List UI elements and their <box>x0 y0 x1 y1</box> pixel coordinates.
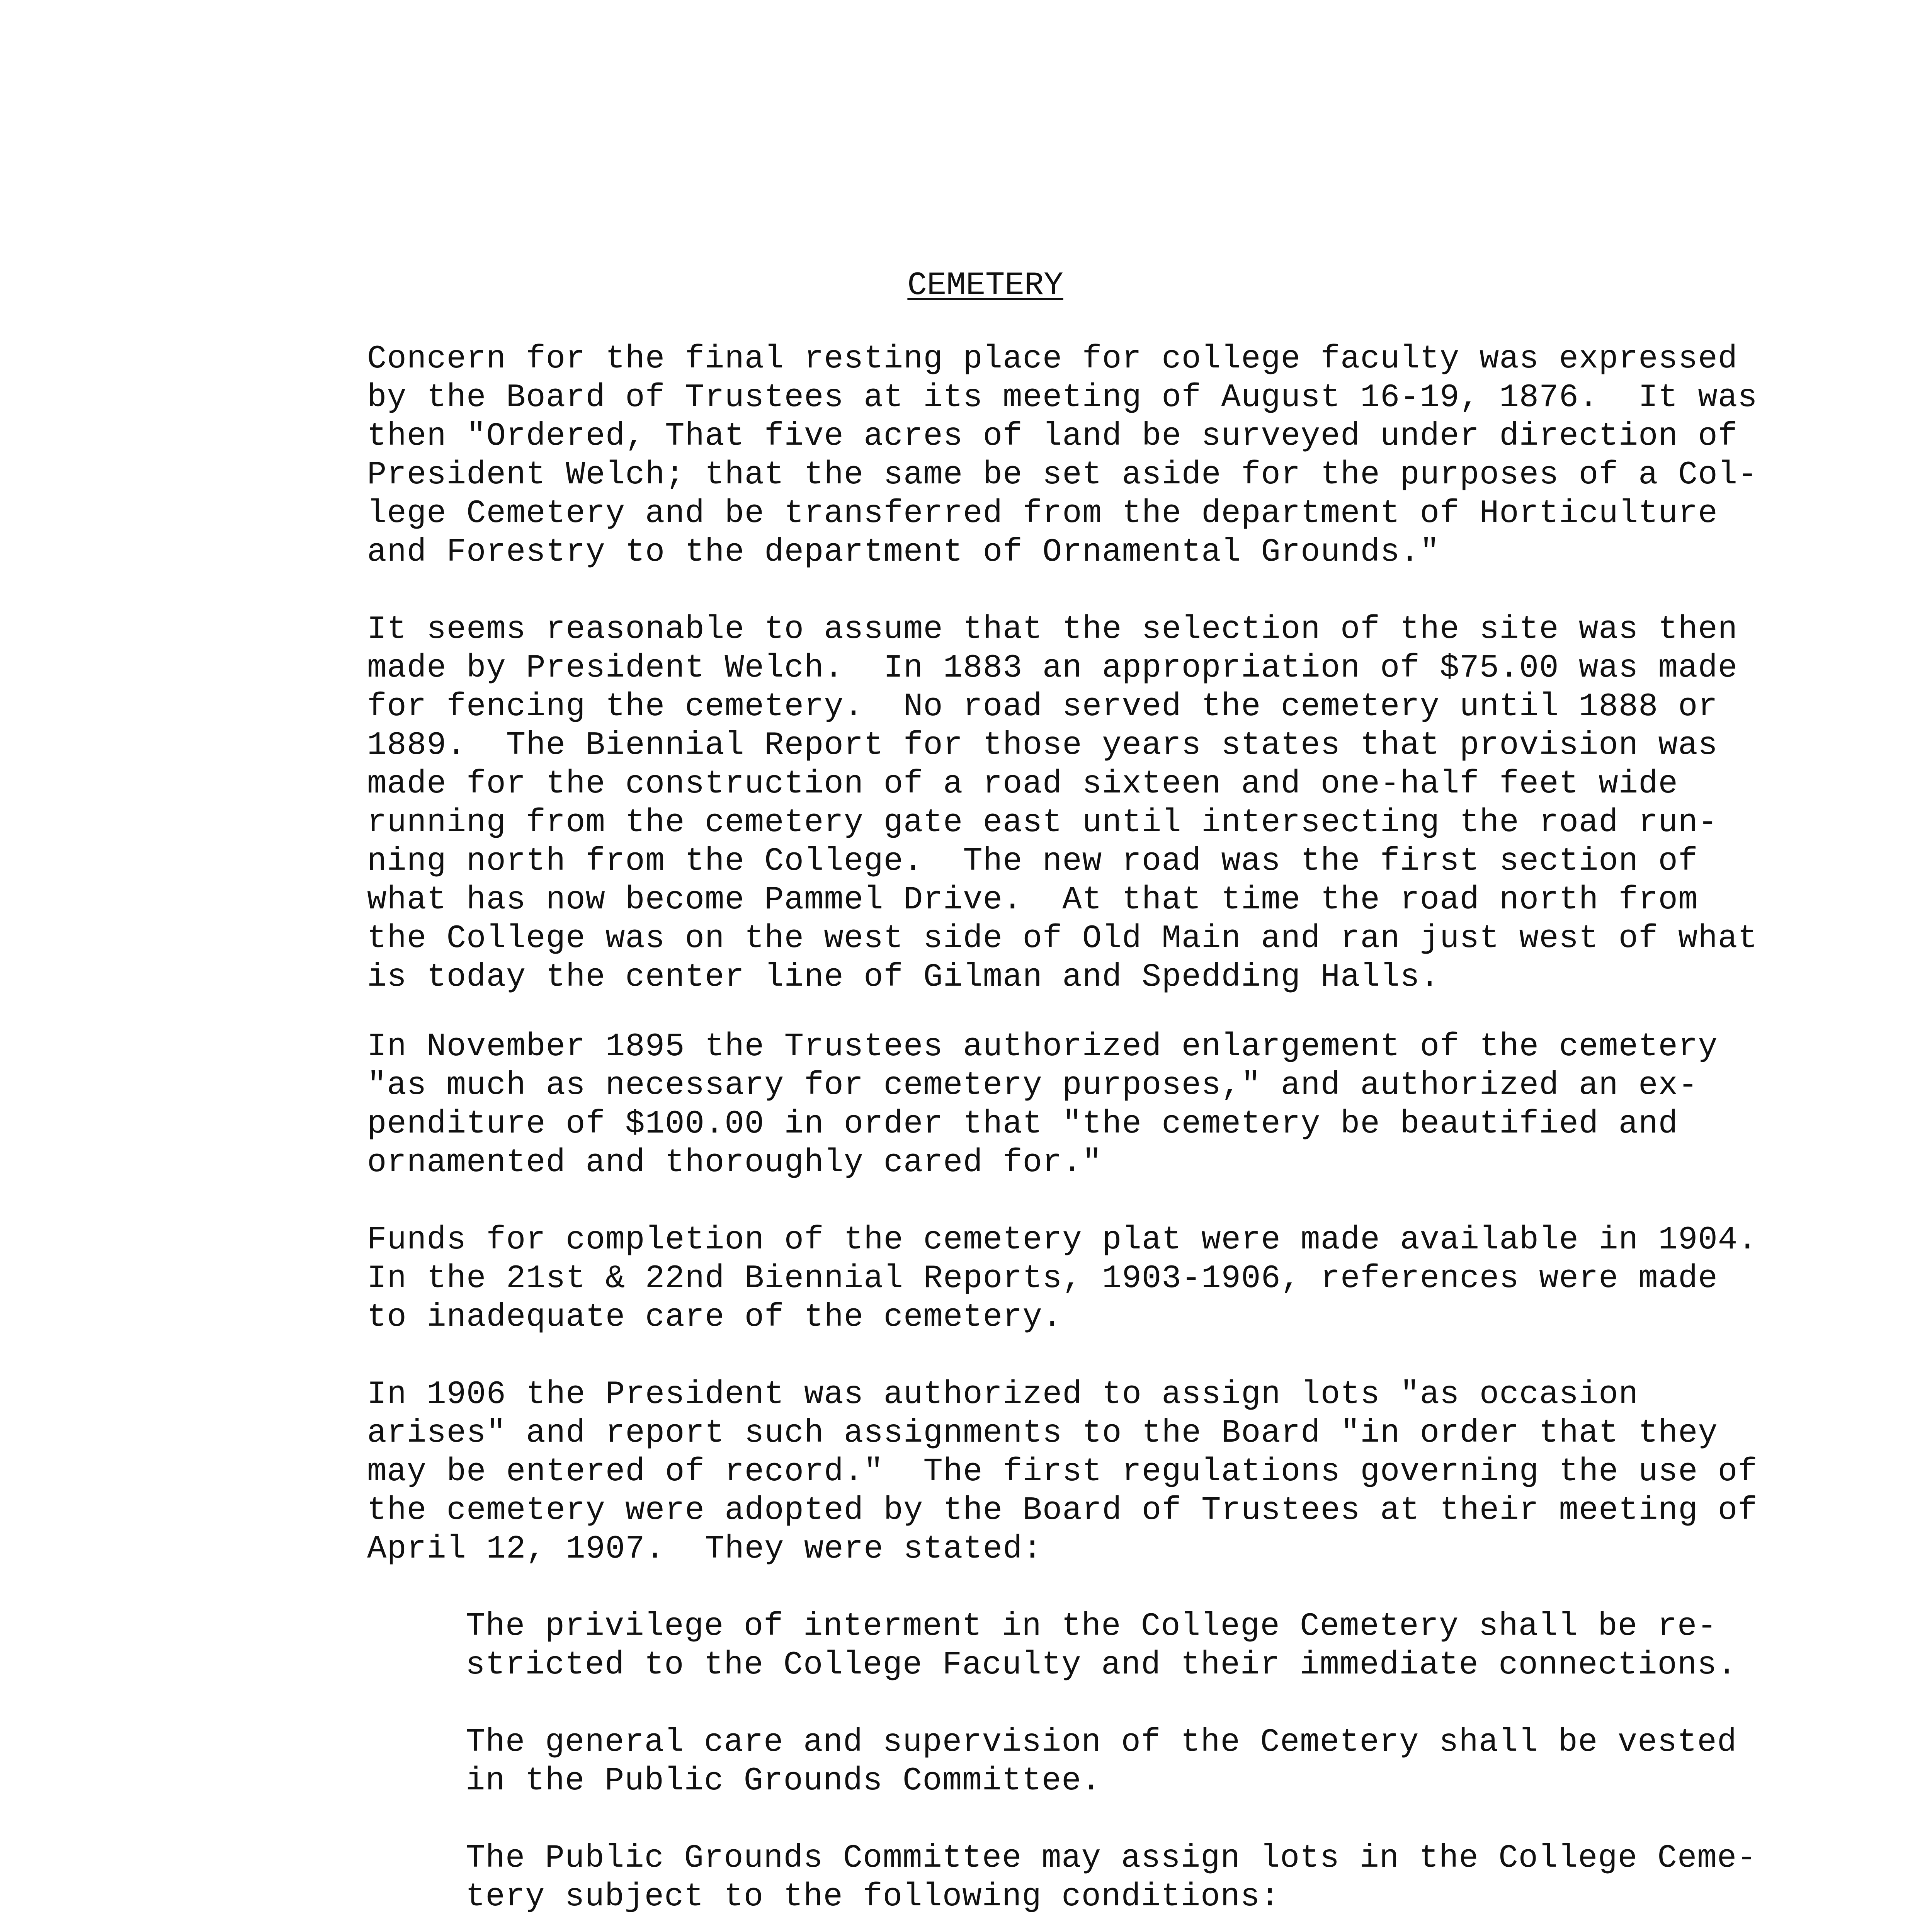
paragraph-4: Funds for completion of the cemetery plat were made available in 1904. In the 21st & 22nd Biennial Reports, 1903-1906, references were made to inadequate care of the cemetery. <box>367 1222 1758 1336</box>
regulation-3: The Public Grounds Committee may assign lots in the College Ceme- tery subject to the following conditions: <box>466 1840 1757 1915</box>
paragraph-3: In November 1895 the Trustees authorized enlargement of the cemetery "as much as necessary for cemetery purposes," and authorized an ex- penditure of $100.00 in order that "the cemetery be beautified and ornamented and thoroughly cared for." <box>367 1029 1718 1181</box>
regulation-2: The general care and supervision of the Cemetery shall be vested in the Public Grounds Committee. <box>466 1724 1737 1799</box>
paragraph-1: Concern for the final resting place for college faculty was expressed by the Board of Trustees at its meeting of August 16-19, 1876. It was then "Ordered, That five acres of land be surveyed under direction of President Welch; that the same be set aside for the purposes of a Col- lege Cemetery and be transferred from the department of Horticulture and Forestry to the department of Ornamental Grounds." <box>367 341 1758 571</box>
regulation-1: The privilege of interment in the College Cemetery shall be re- stricted to the College Faculty and their immediate connections. <box>466 1608 1737 1684</box>
page-title <box>0 267 1932 305</box>
paragraph-5: In 1906 the President was authorized to assign lots "as occasion arises" and report such assignments to the Board "in order that they may be entered of record." The first regulations governing the use of the cemetery were adopted by the Board of Trustees at their meeting of April 12, 1907. They were stated: <box>367 1376 1758 1568</box>
paragraph-2: It seems reasonable to assume that the selection of the site was then made by President Welch. In 1883 an appropriation of $75.00 was made for fencing the cemetery. No road served the cemetery until 1888 or 1889. The Biennial Report for those years states that provision was made for the construction of a road sixteen and one-half feet wide running from the cemetery gate east until intersecting the road run- ning north from the College. The new road was the first section of what has now become Pammel Drive. At that time the road north from the College was on the west side of Old Main and ran just west of what is today the center line of Gilman and Spedding Halls. <box>367 611 1758 996</box>
page-title-text: CEMETERY <box>907 267 1063 304</box>
